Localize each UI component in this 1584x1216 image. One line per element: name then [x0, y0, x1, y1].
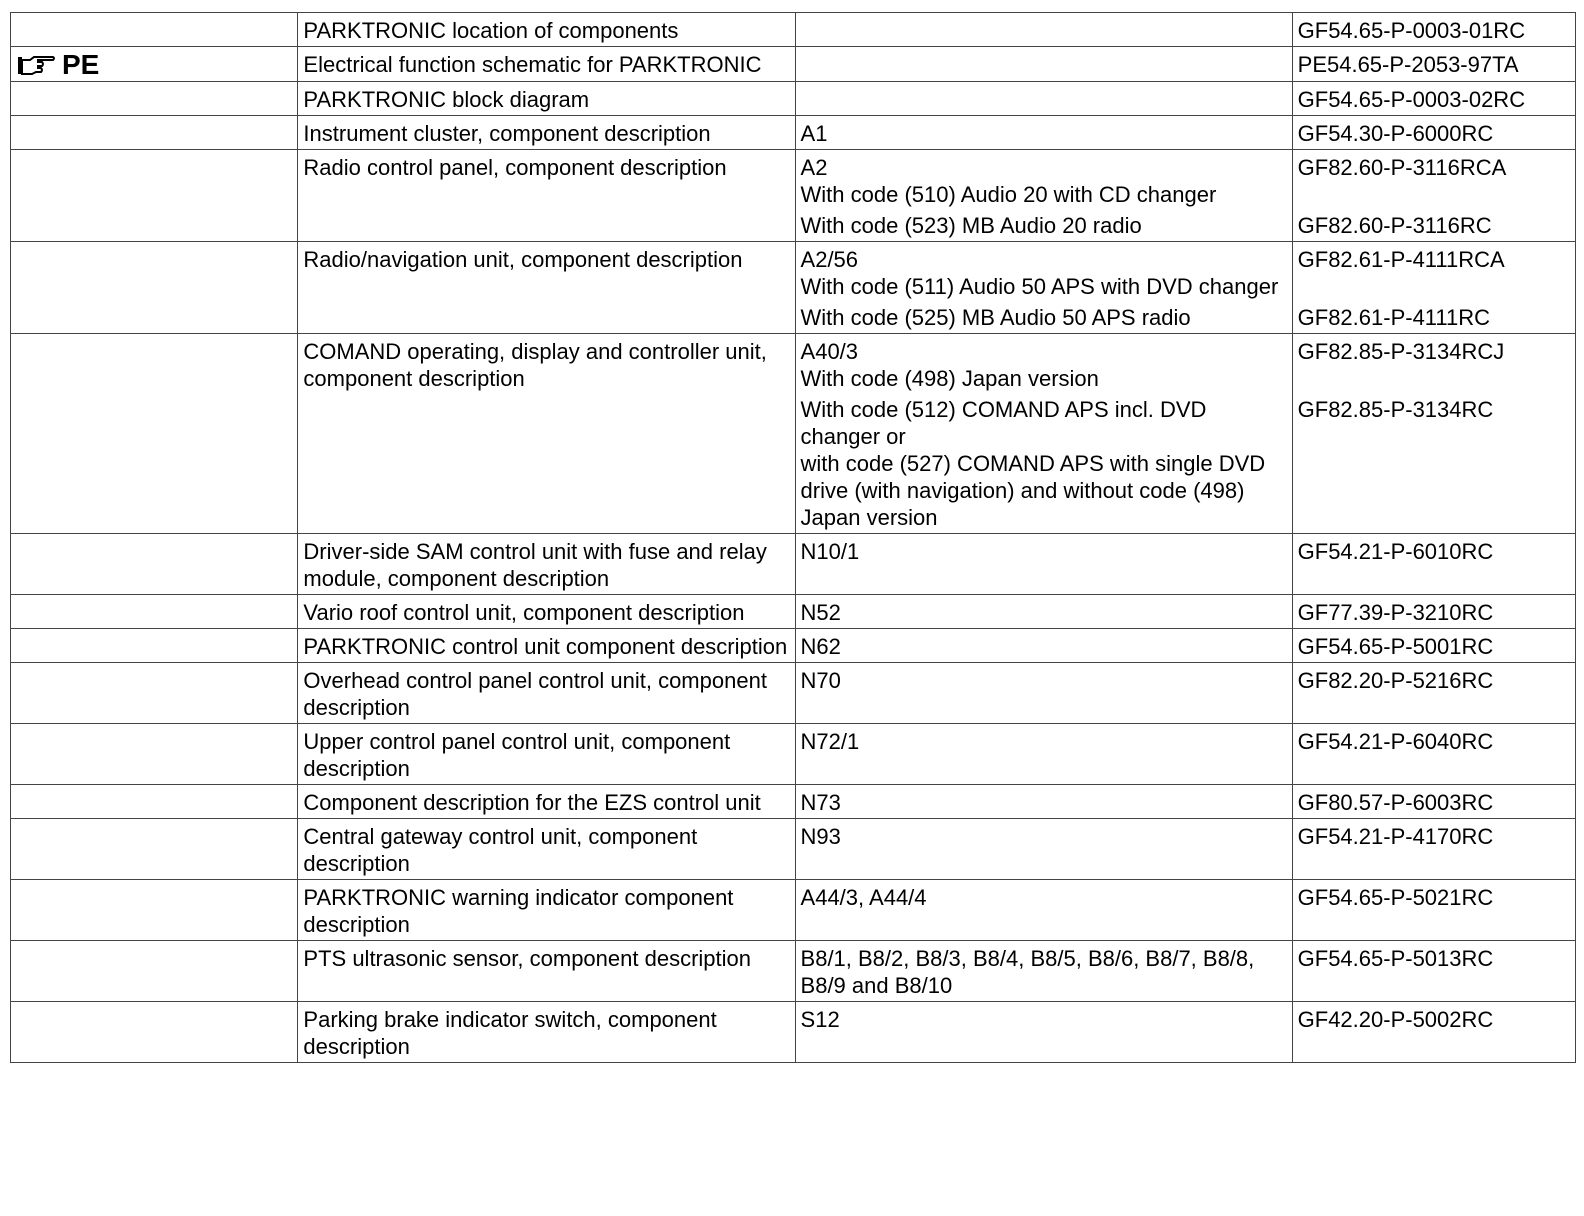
component-description: Radio control panel, component description — [303, 155, 727, 180]
component-code: A2/56 With code (511) Audio 50 APS with DVD changer — [800, 247, 1279, 299]
description-cell — [298, 82, 795, 116]
marker-cell — [11, 819, 298, 880]
component-description: Overhead control panel control unit, component description — [303, 668, 767, 720]
marker-cell — [11, 13, 298, 47]
table-row — [11, 534, 1576, 595]
component-description: PARKTRONIC control unit component description — [303, 634, 788, 659]
component-code: A1 — [800, 121, 828, 146]
table-row — [11, 819, 1576, 880]
marker-cell — [11, 47, 298, 82]
component-code-cell — [795, 334, 1292, 534]
marker-cell — [11, 1002, 298, 1063]
component-code-cell — [795, 150, 1292, 242]
table-row — [11, 941, 1576, 1002]
document-reference-cell — [1292, 13, 1575, 47]
component-code-cell — [795, 785, 1292, 819]
document-reference-cell — [1292, 724, 1575, 785]
description-cell — [298, 724, 795, 785]
pointing-hand-icon — [16, 54, 56, 76]
description-cell — [298, 663, 795, 724]
table-row — [11, 629, 1576, 663]
component-code: N72/1 — [800, 729, 860, 754]
description-cell — [298, 880, 795, 941]
table-row — [11, 880, 1576, 941]
description-cell — [298, 116, 795, 150]
component-code-cell — [795, 534, 1292, 595]
description-cell — [298, 1002, 795, 1063]
document-reference-link[interactable]: GF54.21-P-6040RC — [1297, 729, 1494, 754]
component-code: With code (512) COMAND APS incl. DVD changer or with code (527) COMAND APS with single DVD drive (with navigation) and without code (498) Japan version — [800, 397, 1266, 530]
marker-cell — [11, 334, 298, 534]
table-row — [11, 724, 1576, 785]
document-reference-cell — [1292, 819, 1575, 880]
description-cell — [298, 13, 795, 47]
component-description: PARKTRONIC warning indicator component description — [303, 885, 734, 937]
marker-cell — [11, 534, 298, 595]
component-code: A2 With code (510) Audio 20 with CD changer — [800, 155, 1217, 207]
component-code-cell — [795, 663, 1292, 724]
marker-cell — [11, 116, 298, 150]
component-code: N73 — [800, 790, 841, 815]
pe-marker — [16, 51, 292, 79]
document-reference-link[interactable]: PE54.65-P-2053-97TA — [1297, 52, 1519, 77]
document-reference-cell — [1292, 941, 1575, 1002]
table-body — [11, 13, 1576, 1063]
component-code: With code (525) MB Audio 50 APS radio — [800, 305, 1191, 330]
component-code-cell — [795, 595, 1292, 629]
document-reference-cell — [1292, 116, 1575, 150]
marker-cell — [11, 663, 298, 724]
component-code: S12 — [800, 1007, 840, 1032]
pe-label: PE — [62, 49, 100, 80]
description-cell — [298, 47, 795, 82]
component-code: With code (523) MB Audio 20 radio — [800, 213, 1142, 238]
marker-cell — [11, 880, 298, 941]
component-code-cell — [795, 47, 1292, 82]
component-code-cell — [795, 941, 1292, 1002]
marker-cell — [11, 150, 298, 242]
component-description: Parking brake indicator switch, component description — [303, 1007, 717, 1059]
document-reference-link[interactable]: GF82.60-P-3116RCA — [1297, 155, 1507, 180]
component-description: Central gateway control unit, component description — [303, 824, 698, 876]
document-reference-link[interactable]: GF82.60-P-3116RC — [1297, 213, 1492, 238]
document-reference-link[interactable]: GF54.65-P-5021RC — [1297, 885, 1494, 910]
description-cell — [298, 819, 795, 880]
document-reference-cell — [1292, 663, 1575, 724]
document-reference-cell — [1292, 150, 1575, 242]
component-code: N62 — [800, 634, 841, 659]
component-code: A44/3, A44/4 — [800, 885, 927, 910]
component-code: N93 — [800, 824, 841, 849]
component-description: Upper control panel control unit, component description — [303, 729, 731, 781]
document-reference-cell — [1292, 629, 1575, 663]
document-reference-link[interactable]: GF54.21-P-4170RC — [1297, 824, 1494, 849]
component-code: B8/1, B8/2, B8/3, B8/4, B8/5, B8/6, B8/7, B8/8, B8/9 and B8/10 — [800, 946, 1255, 998]
table-row — [11, 1002, 1576, 1063]
document-reference-cell — [1292, 82, 1575, 116]
component-code-cell — [795, 880, 1292, 941]
component-reference-table — [10, 12, 1576, 1063]
table-row — [11, 82, 1576, 116]
document-reference-link[interactable]: GF82.85-P-3134RCJ — [1297, 339, 1505, 364]
document-reference-link[interactable]: GF54.65-P-0003-02RC — [1297, 87, 1526, 112]
document-reference-link[interactable]: GF82.61-P-4111RCA — [1297, 247, 1505, 272]
component-code-cell — [795, 242, 1292, 334]
document-reference-link[interactable]: GF42.20-P-5002RC — [1297, 1007, 1494, 1032]
description-cell — [298, 785, 795, 819]
marker-cell — [11, 595, 298, 629]
marker-cell — [11, 82, 298, 116]
document-reference-cell — [1292, 47, 1575, 82]
document-reference-cell — [1292, 242, 1575, 334]
document-reference-cell — [1292, 534, 1575, 595]
component-code-cell — [795, 819, 1292, 880]
description-cell — [298, 242, 795, 334]
component-description: Instrument cluster, component description — [303, 121, 711, 146]
marker-cell — [11, 785, 298, 819]
marker-cell — [11, 941, 298, 1002]
document-reference-cell — [1292, 785, 1575, 819]
component-code-cell — [795, 116, 1292, 150]
document-reference-cell — [1292, 1002, 1575, 1063]
document-reference-link[interactable]: GF54.21-P-6010RC — [1297, 539, 1494, 564]
component-description: PARKTRONIC location of components — [303, 18, 679, 43]
document-reference-link[interactable]: GF54.65-P-5013RC — [1297, 946, 1494, 971]
description-cell — [298, 334, 795, 534]
document-reference-link[interactable]: GF54.30-P-6000RC — [1297, 121, 1494, 146]
table-row — [11, 150, 1576, 242]
component-description: PARKTRONIC block diagram — [303, 87, 590, 112]
document-reference-cell — [1292, 880, 1575, 941]
component-code: N52 — [800, 600, 841, 625]
document-reference-link[interactable]: GF54.65-P-0003-01RC — [1297, 18, 1526, 43]
table-row — [11, 663, 1576, 724]
document-reference-link[interactable]: GF54.65-P-5001RC — [1297, 634, 1494, 659]
component-description: Electrical function schematic for PARKTRONIC — [303, 52, 762, 77]
description-cell — [298, 150, 795, 242]
component-code-cell — [795, 1002, 1292, 1063]
component-code-cell — [795, 629, 1292, 663]
description-cell — [298, 595, 795, 629]
marker-cell — [11, 724, 298, 785]
table-row — [11, 334, 1576, 534]
document-reference-link[interactable]: GF77.39-P-3210RC — [1297, 600, 1494, 625]
component-description: COMAND operating, display and controller unit, component description — [303, 339, 767, 391]
component-code-cell — [795, 724, 1292, 785]
component-description: Component description for the EZS control unit — [303, 790, 761, 815]
marker-cell — [11, 629, 298, 663]
description-cell — [298, 629, 795, 663]
table-row — [11, 116, 1576, 150]
component-code: N70 — [800, 668, 841, 693]
table-row — [11, 595, 1576, 629]
component-code-cell — [795, 13, 1292, 47]
document-reference-link[interactable]: GF82.85-P-3134RC — [1297, 397, 1494, 422]
component-description: Vario roof control unit, component description — [303, 600, 745, 625]
document-reference-link[interactable]: GF82.61-P-4111RC — [1297, 305, 1491, 330]
document-reference-cell — [1292, 334, 1575, 534]
component-description: PTS ultrasonic sensor, component description — [303, 946, 751, 971]
table-row — [11, 785, 1576, 819]
component-code: A40/3 With code (498) Japan version — [800, 339, 1099, 391]
document-reference-link[interactable]: GF82.20-P-5216RC — [1297, 668, 1494, 693]
component-description: Radio/navigation unit, component description — [303, 247, 743, 272]
description-cell — [298, 941, 795, 1002]
document-reference-link[interactable]: GF80.57-P-6003RC — [1297, 790, 1494, 815]
table-row — [11, 47, 1576, 82]
component-code: N10/1 — [800, 539, 860, 564]
marker-cell — [11, 242, 298, 334]
table-row — [11, 242, 1576, 334]
description-cell — [298, 534, 795, 595]
table-row — [11, 13, 1576, 47]
component-code-cell — [795, 82, 1292, 116]
component-description: Driver-side SAM control unit with fuse and relay module, component description — [303, 539, 767, 591]
document-reference-cell — [1292, 595, 1575, 629]
